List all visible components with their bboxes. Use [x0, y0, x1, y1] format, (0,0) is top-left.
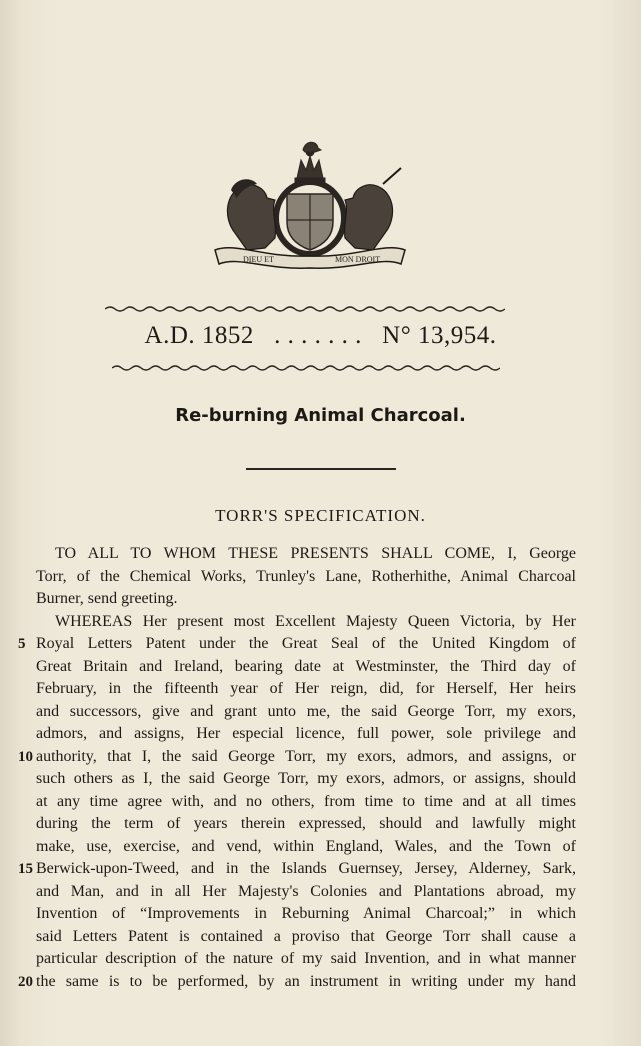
short-divider [246, 468, 396, 470]
decorative-wavy-rule-top [105, 305, 505, 313]
line-text: Great Britain and Ireland, bearing date at Westminster, the Third day of [36, 657, 576, 675]
line-text: Torr, of the Chemical Works, Trunley's Lane, Rotherhithe, Animal Charcoal [36, 567, 576, 585]
text-line [18, 633, 576, 656]
line-text: the same is to be performed, by an instrument in writing under my hand [36, 972, 576, 990]
line-text: at any time agree with, and no others, from time to time and at all times [36, 792, 576, 810]
ad-number-line [0, 322, 641, 350]
line-text: admors, and assigns, Her especial licence, full power, sole privilege and [36, 725, 576, 742]
motto-right-text: MON DROIT [335, 255, 381, 264]
line-text: Burner, send greeting. [36, 590, 178, 607]
text-line [36, 903, 576, 926]
text-line [36, 881, 576, 904]
royal-coat-of-arms-image [205, 138, 415, 273]
text-line [36, 768, 576, 791]
text-line [36, 656, 576, 679]
line-text: Royal Letters Patent under the Great Seal of the United Kingdom of [36, 635, 576, 652]
ad-year: A.D. 1852 [144, 322, 254, 349]
text-line [18, 858, 576, 881]
line-text: during the term of years therein expressed, should and lawfully might [36, 815, 576, 832]
line-text: Berwick-upon-Tweed, and in the Islands Guernsey, Jersey, Alderney, Sark, [36, 860, 576, 877]
text-line [36, 678, 576, 701]
line-text: Invention of “Improvements in Reburning Animal Charcoal;” in which [36, 905, 576, 922]
text-line [36, 611, 576, 634]
text-line [36, 566, 576, 589]
text-line [36, 543, 576, 566]
line-number: 10 [18, 748, 33, 765]
decorative-wavy-rule-bottom [112, 364, 500, 372]
text-line [36, 588, 576, 611]
line-text: authority, that I, the said George Torr, my exors, admors, and assigns, or [36, 747, 576, 765]
ad-dots: . . . . . . . [274, 322, 362, 349]
line-text: such others as I, the said George Torr, my exors, admors, or assigns, should [36, 770, 576, 787]
line-number: 5 [18, 636, 26, 652]
text-line [36, 701, 576, 724]
text-line [36, 723, 576, 746]
line-text: said Letters Patent is contained a proviso that George Torr shall cause a [36, 927, 576, 945]
line-text: particular description of the nature of my said Invention, and in what manner [36, 950, 576, 967]
line-text: make, use, exercise, and vend, within England, Wales, and the Town of [36, 837, 576, 855]
text-line [36, 948, 576, 971]
line-text: WHEREAS Her present most Excellent Majesty Queen Victoria, by Her [55, 612, 576, 630]
patent-number: N° 13,954. [382, 322, 497, 349]
text-line [36, 791, 576, 814]
document-title: Re-burning Animal Charcoal. [175, 405, 466, 426]
line-text: and successors, give and grant unto me, the said George Torr, my exors, [36, 702, 576, 720]
line-text: and Man, and in all Her Majesty's Colonies and Plantations abroad, my [36, 882, 576, 900]
text-line [18, 746, 576, 769]
line-number: 20 [18, 973, 33, 990]
line-text: TO ALL TO WHOM THESE PRESENTS SHALL COME, I, George [55, 545, 576, 562]
line-text: February, in the fifteenth year of Her reign, did, for Herself, Her heirs [36, 680, 576, 697]
text-line [36, 813, 576, 836]
specification-heading: TORR'S SPECIFICATION. [215, 506, 426, 525]
text-line [36, 836, 576, 859]
text-line [36, 926, 576, 949]
text-line [18, 971, 576, 994]
line-number: 15 [18, 861, 33, 877]
specification-body [18, 543, 576, 993]
motto-left-text: DIEU ET [243, 255, 274, 264]
